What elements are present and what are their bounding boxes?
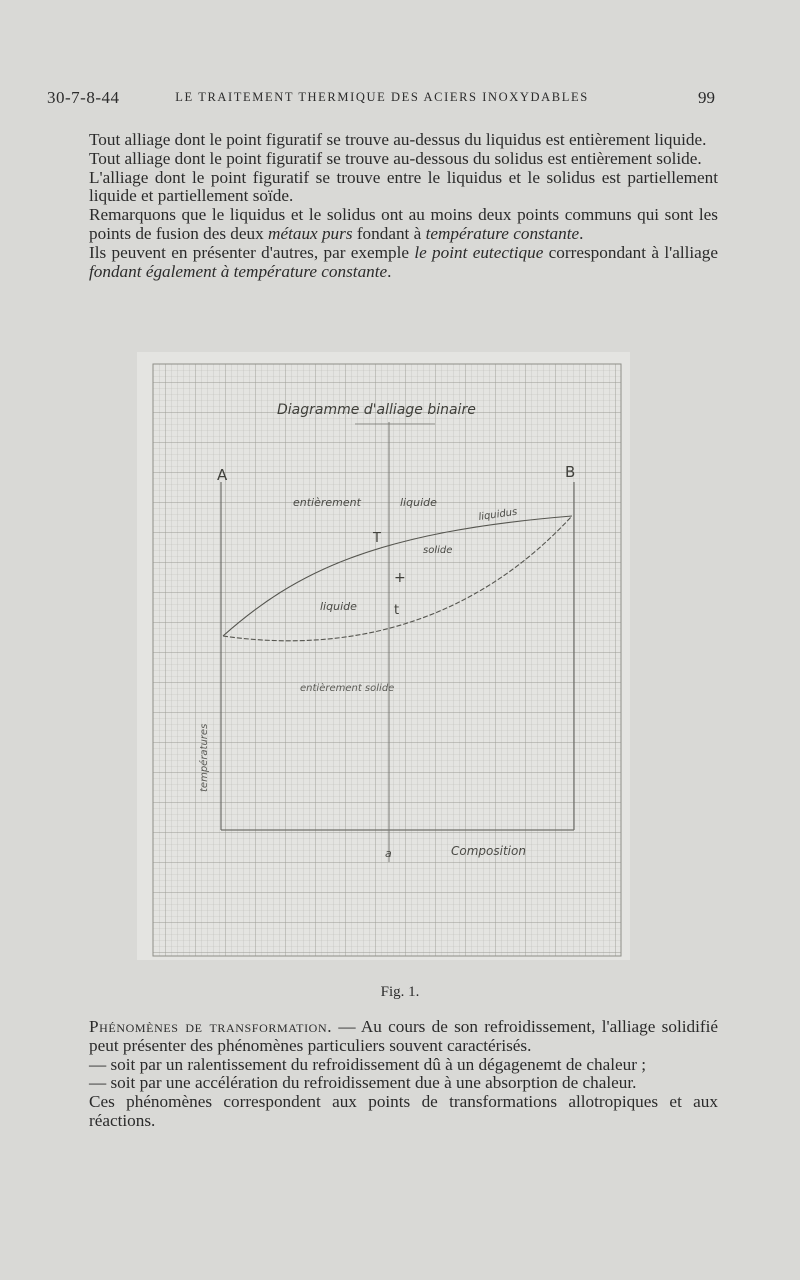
paragraph: — soit par un ralentissement du refroidissement dû à un dégagenemt de chaleur ;: [89, 1054, 646, 1074]
figure-caption: Fig. 1.: [380, 984, 420, 1000]
text-run: correspondant à l'alliage: [543, 242, 719, 262]
header-date: 30-7-8-44: [47, 88, 120, 107]
header-title: LE TRAITEMENT THERMIQUE DES ACIERS INOXYDABLES: [175, 90, 589, 104]
point-plus: +: [394, 570, 406, 586]
italic-run: température constante: [425, 223, 580, 243]
running-header: [47, 88, 715, 110]
point-T: T: [373, 531, 381, 546]
italic-run: métaux purs: [268, 223, 353, 243]
liquidus-label: liquidus: [477, 506, 518, 523]
paragraph: Tout alliage dont le point figuratif se trouve au-dessous du solidus est entièrement solide.: [89, 148, 702, 168]
text-run: Ils peuvent en présenter d'autres, par exemple: [89, 242, 415, 262]
axis-x-label: Composition: [451, 844, 526, 858]
figure-title: Diagramme d'alliage binaire: [277, 402, 476, 418]
paragraph: — soit par une accélération du refroidissement due à une absorption de chaleur.: [89, 1073, 637, 1093]
phase-diagram-graph-paper: [135, 352, 632, 962]
grid: [153, 364, 621, 956]
label-a: A: [217, 466, 228, 484]
paragraph: L'alliage dont le point figuratif se trouve entre le liquidus et le solidus est partiellement liquide et partiellement soïde.: [89, 167, 718, 206]
section-heading: Phénomènes de transformation.: [89, 1017, 333, 1036]
zone-mid-liquide: liquide: [320, 600, 357, 613]
zone-liquid-word2: liquide: [400, 496, 437, 509]
body-text-bottom: [47, 1018, 718, 1131]
label-b: B: [565, 463, 576, 481]
italic-run: le point eutectique: [414, 242, 544, 262]
text-run: Remarquons que le liquidus et le solidus ont au moins deux points communs qui sont les points de fusion des deux: [89, 205, 718, 243]
figure-phase-diagram: [135, 352, 632, 962]
paragraph: [47, 244, 718, 282]
zone-mid-solide: solide: [423, 545, 453, 556]
italic-run: fondant également à température constante: [89, 261, 388, 281]
paragraph: Tout alliage dont le point figuratif se trouve au-dessus du liquidus est entièrement liquide.: [89, 130, 707, 149]
zone-solid: entièrement solide: [300, 683, 395, 694]
text-run: .: [579, 223, 584, 243]
zone-liquid-word1: entièrement: [293, 496, 361, 509]
point-t: t: [394, 603, 400, 618]
page-number: 99: [698, 88, 715, 107]
axis-x-point: a: [385, 847, 392, 860]
paragraph: [47, 1018, 718, 1056]
text-run: — Au cours de son refroidissement, l'alliage solidifié peut présenter des phénomènes particuliers souvent caractérisés.: [89, 1017, 718, 1055]
paragraph: [47, 206, 718, 244]
text-run: fondant à: [352, 223, 426, 243]
axis-y-label: températures: [199, 723, 210, 792]
body-text-top: [47, 131, 718, 281]
paragraph: Ces phénomènes correspondent aux points de transformations allotropiques et aux réactions.: [89, 1092, 718, 1130]
text-run: .: [387, 261, 392, 281]
